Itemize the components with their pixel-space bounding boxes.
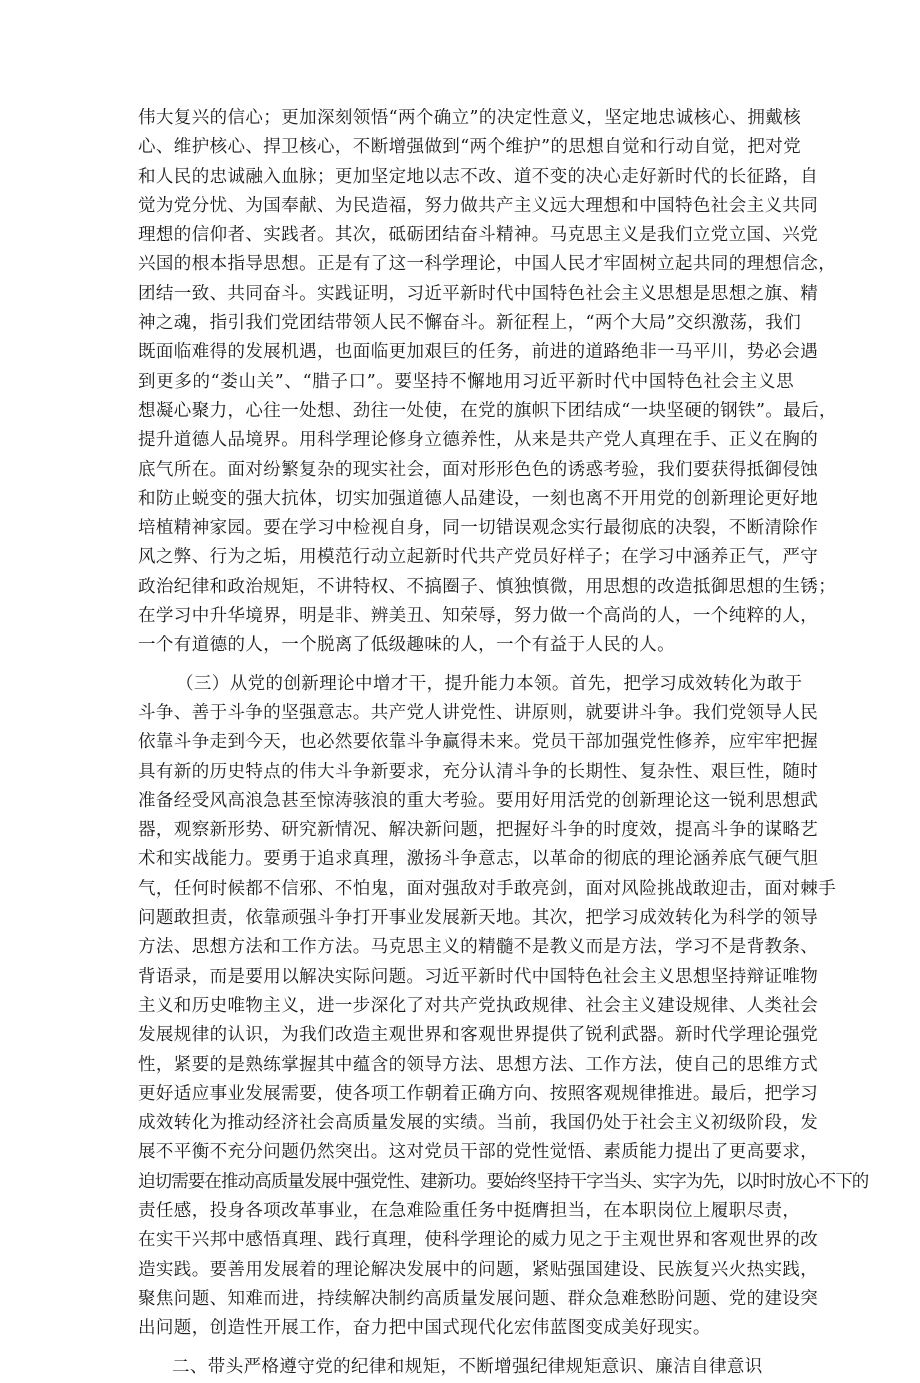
text-line: 气，任何时候都不信邪、不怕鬼，面对强敌对手敢亮剑，面对风险挑战敢迎击，面对棘手 <box>138 878 837 899</box>
text-line: 兴国的根本指导思想。正是有了这一科学理论，中国人民才牢固树立起共同的理想信念， <box>138 254 837 275</box>
text-line: 性，紧要的是熟练掌握其中蕴含的领导方法、思想方法、工作方法，使自己的思维方式 <box>138 1054 819 1075</box>
section-heading-line: （三）从党的创新理论中增才干，提升能力本领。首先，把学习成效转化为敢于 <box>176 673 803 694</box>
text-line: 术和实战能力。要勇于追求真理，激扬斗争意志，以革命的彻底的理论涵养底气硬气胆 <box>138 849 819 870</box>
text-line: 成效转化为推动经济社会高质量发展的实绩。当前，我国仍处于社会主义初级阶段，发 <box>138 1113 819 1134</box>
text-line: 器，观察新形势、研究新情况、解决新问题，把握好斗争的时度效，提高斗争的谋略艺 <box>138 820 819 841</box>
text-line: 政治纪律和政治规矩，不讲特权、不搞圈子、慎独慎微，用思想的改造抵御思想的生锈； <box>138 576 837 597</box>
text-line: 心、维护核心、捍卫核心，不断增强做到“两个维护”的思想自觉和行动自觉，把对党 <box>138 137 802 158</box>
text-line: 想凝心聚力，心往一处想、劲往一处使，在党的旗帜下团结成“一块坚硬的钢铁”。最后， <box>138 400 837 421</box>
paragraph-moral-character <box>138 104 837 661</box>
text-line: 主义和历史唯物主义，进一步深化了对共产党执政规律、社会主义建设规律、人类社会 <box>138 995 819 1016</box>
document-page <box>138 104 869 1383</box>
text-line: 依靠斗争走到今天，也必然要依靠斗争赢得未来。党员干部加强党性修养，应牢牢把握 <box>138 732 819 753</box>
text-line: 培植精神家园。要在学习中检视自身，同一切错误观念实行最彻底的决裂，不断清除作 <box>138 518 819 539</box>
text-line: 既面临难得的发展机遇，也面临更加艰巨的任务，前进的道路绝非一马平川，势必会遇 <box>138 342 819 363</box>
text-line: 在实干兴邦中感悟真理、践行真理，使科学理论的威力见之于主观世界和客观世界的改 <box>138 1230 819 1251</box>
section-heading-discipline: 二、带头严格遵守党的纪律和规矩，不断增强纪律规矩意识、廉洁自律意识 <box>172 1357 763 1378</box>
paragraph-ability-section <box>138 670 869 1344</box>
text-line: 方法、思想方法和工作方法。马克思主义的精髓不是教义而是方法，学习不是背教条、 <box>138 937 819 958</box>
text-line: 迫切需要在推动高质量发展中强党性、建新功。要始终坚持干字当头、实字为先，以时时放心不下的 <box>138 1171 869 1192</box>
text-line: 具有新的历史特点的伟大斗争新要求，充分认清斗争的长期性、复杂性、艰巨性，随时 <box>138 761 819 782</box>
text-line: 发展规律的认识，为我们改造主观世界和客观世界提供了锐利武器。新时代学理论强党 <box>138 1025 819 1046</box>
text-line: 准备经受风高浪急甚至惊涛骇浪的重大考验。要用好用活党的创新理论这一锐利思想武 <box>138 790 819 811</box>
text-line: 在学习中升华境界，明是非、辨美丑、知荣辱，努力做一个高尚的人，一个纯粹的人， <box>138 606 819 627</box>
text-line: 提升道德人品境界。用科学理论修身立德养性，从来是共产党人真理在手、正义在胸的 <box>138 430 819 451</box>
text-line: 责任感，投身各项改革事业，在急难险重任务中挺膺担当，在本职岗位上履职尽责， <box>138 1200 801 1221</box>
text-line: 和防止蜕变的强大抗体，切实加强道德人品建设，一刻也离不开用党的创新理论更好地 <box>138 488 819 509</box>
text-line: 问题敢担责，依靠顽强斗争打开事业发展新天地。其次，把学习成效转化为科学的领导 <box>138 908 819 929</box>
text-line: 出问题，创造性开展工作，奋力把中国式现代化宏伟蓝图变成美好现实。 <box>138 1318 711 1339</box>
text-line: 觉为党分忧、为国奉献、为民造福，努力做共产主义远大理想和中国特色社会主义共同 <box>138 195 819 216</box>
paragraph-gap <box>138 661 794 670</box>
paragraph-gap <box>138 1343 794 1352</box>
text-line: 伟大复兴的信心；更加深刻领悟“两个确立”的决定性意义，坚定地忠诚核心、拥戴核 <box>138 108 802 128</box>
text-line: 展不平衡不充分问题仍然突出。这对党员干部的党性觉悟、素质能力提出了更高要求， <box>138 1142 819 1163</box>
text-line: 风之弊、行为之垢，用模范行动立起新时代共产党员好样子；在学习中涵养正气，严守 <box>138 547 819 568</box>
text-line: 造实践。要善用发展着的理论解决发展中的问题，紧贴强国建设、民族复兴火热实践， <box>138 1259 819 1280</box>
text-line: 斗争、善于斗争的坚强意志。共产党人讲党性、讲原则，就要讲斗争。我们党领导人民 <box>138 702 819 723</box>
text-line: 理想的信仰者、实践者。其次，砥砺团结奋斗精神。马克思主义是我们立党立国、兴党 <box>138 225 819 246</box>
text-line: 团结一致、共同奋斗。实践证明，习近平新时代中国特色社会主义思想是思想之旗、精 <box>138 283 819 304</box>
text-line: 底气所在。面对纷繁复杂的现实社会，面对形形色色的诱惑考验，我们要获得抵御侵蚀 <box>138 459 819 480</box>
text-line: 到更多的“娄山关”、“腊子口”。要坚持不懈地用习近平新时代中国特色社会主义思 <box>138 371 794 392</box>
text-line: 更好适应事业发展需要，使各项工作朝着正确方向、按照客观规律推进。最后，把学习 <box>138 1083 819 1104</box>
text-line: 聚焦问题、知难而进，持续解决制约高质量发展问题、群众急难愁盼问题、党的建设突 <box>138 1288 819 1309</box>
text-line: 和人民的忠诚融入血脉；更加坚定地以志不改、道不变的决心走好新时代的长征路，自 <box>138 166 819 187</box>
text-line: 神之魂，指引我们党团结带领人民不懈奋斗。新征程上，“两个大局”交织激荡，我们 <box>138 313 802 334</box>
text-line: 一个有道德的人，一个脱离了低级趣味的人，一个有益于人民的人。 <box>138 635 675 656</box>
text-line: 背语录，而是要用以解决实际问题。习近平新时代中国特色社会主义思想坚持辩证唯物 <box>138 966 819 987</box>
